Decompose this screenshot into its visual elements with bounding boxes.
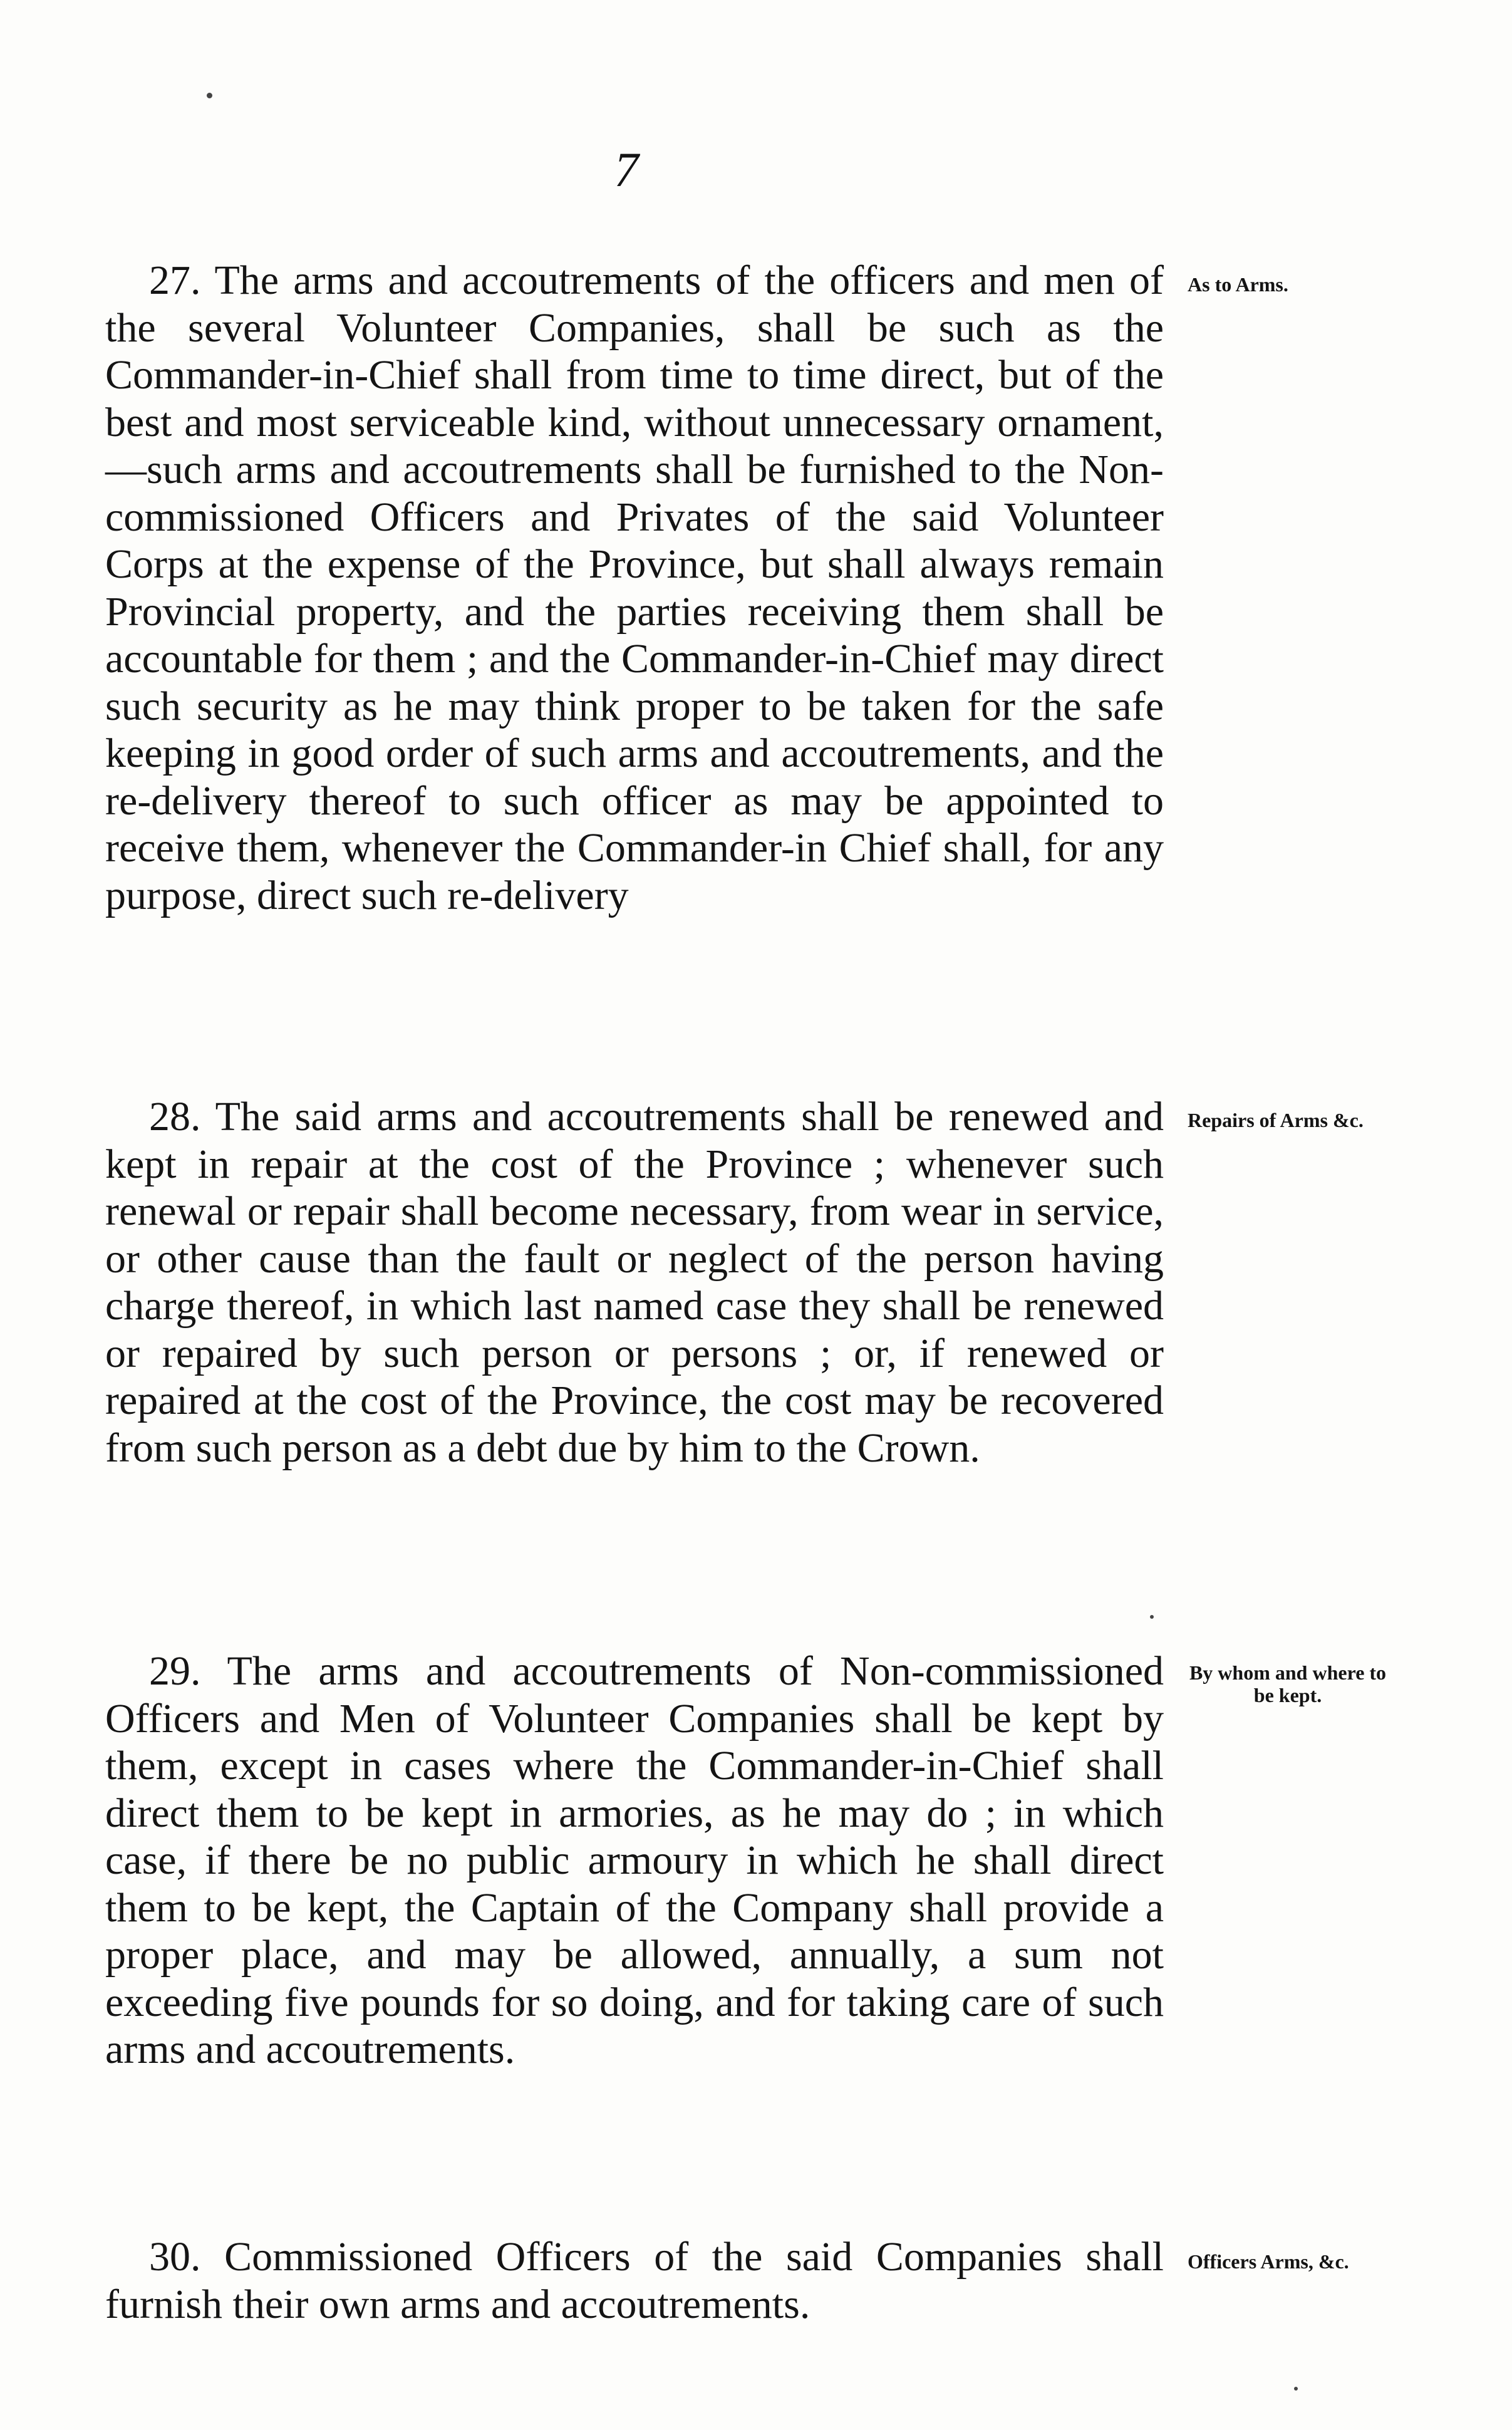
margin-note: As to Arms. bbox=[1188, 273, 1288, 296]
section-paragraph bbox=[105, 2233, 1164, 2328]
section-number: 30. bbox=[149, 2234, 201, 2280]
section-text: The said arms and accoutrements shall be renewed and kept in repair at the cost of the Province ; whenever such renewal or repair shall become necessary, from wear in service, or other cause than the fault or neglect of the person having charge thereof, in which last named case they shall be renewed or repaired by such person or persons ; or, if renewed or repaired at the cost of the Province, the cost may be recovered from such person as a debt due by him to the Crown. bbox=[105, 1094, 1164, 1471]
section-text: The arms and accoutrements of the officers and men of the several Volunteer Companies, shall be such as the Commander-in-Chief shall from time to time direct, but of the best and most serviceable kind, without unnecessary ornament,—such arms and accoutrements shall be furnished to the Non-commissioned Officers and Privates of the said Volunteer Corps at the expense of the Province, but shall always remain Provincial property, and the parties receiving them shall be accountable for them ; and the Commander-in-Chief may direct such security as he may think proper to be taken for the safe keeping in good order of such arms and accoutrements, and the re-delivery thereof to such officer as may be appointed to receive them, whenever the Commander-in Chief shall, for any purpose, direct such re-delivery bbox=[105, 257, 1164, 918]
section-number: 27. bbox=[149, 257, 201, 303]
ink-speck bbox=[1294, 2387, 1298, 2391]
page-number: 7 bbox=[614, 142, 639, 197]
section-paragraph bbox=[105, 1093, 1164, 1472]
section-text: The arms and accoutrements of Non-commissioned Officers and Men of Volunteer Companies shall be kept by them, except in cases where the Commander-in-Chief shall direct them to be kept in armories, as he may do ; in which case, if there be no public armoury in which he shall direct them to be kept, the Captain of the Company shall provide a proper place, and may be allowed, annually, a sum not exceeding five pounds for so doing, and for taking care of such arms and accoutrements. bbox=[105, 1648, 1164, 2072]
ink-speck bbox=[207, 93, 212, 98]
margin-note: Officers Arms, &c. bbox=[1188, 2250, 1349, 2273]
section-text: Commissioned Officers of the said Companies shall furnish their own arms and accoutrements. bbox=[105, 2234, 1164, 2327]
margin-note: By whom and where to be kept. bbox=[1189, 1661, 1387, 1706]
margin-note: Repairs of Arms &c. bbox=[1188, 1109, 1364, 1131]
section-number: 29. bbox=[149, 1648, 201, 1694]
section-paragraph bbox=[105, 257, 1164, 919]
section-number: 28. bbox=[149, 1094, 201, 1140]
section-paragraph bbox=[105, 1648, 1164, 2074]
ink-speck bbox=[1150, 1615, 1154, 1619]
